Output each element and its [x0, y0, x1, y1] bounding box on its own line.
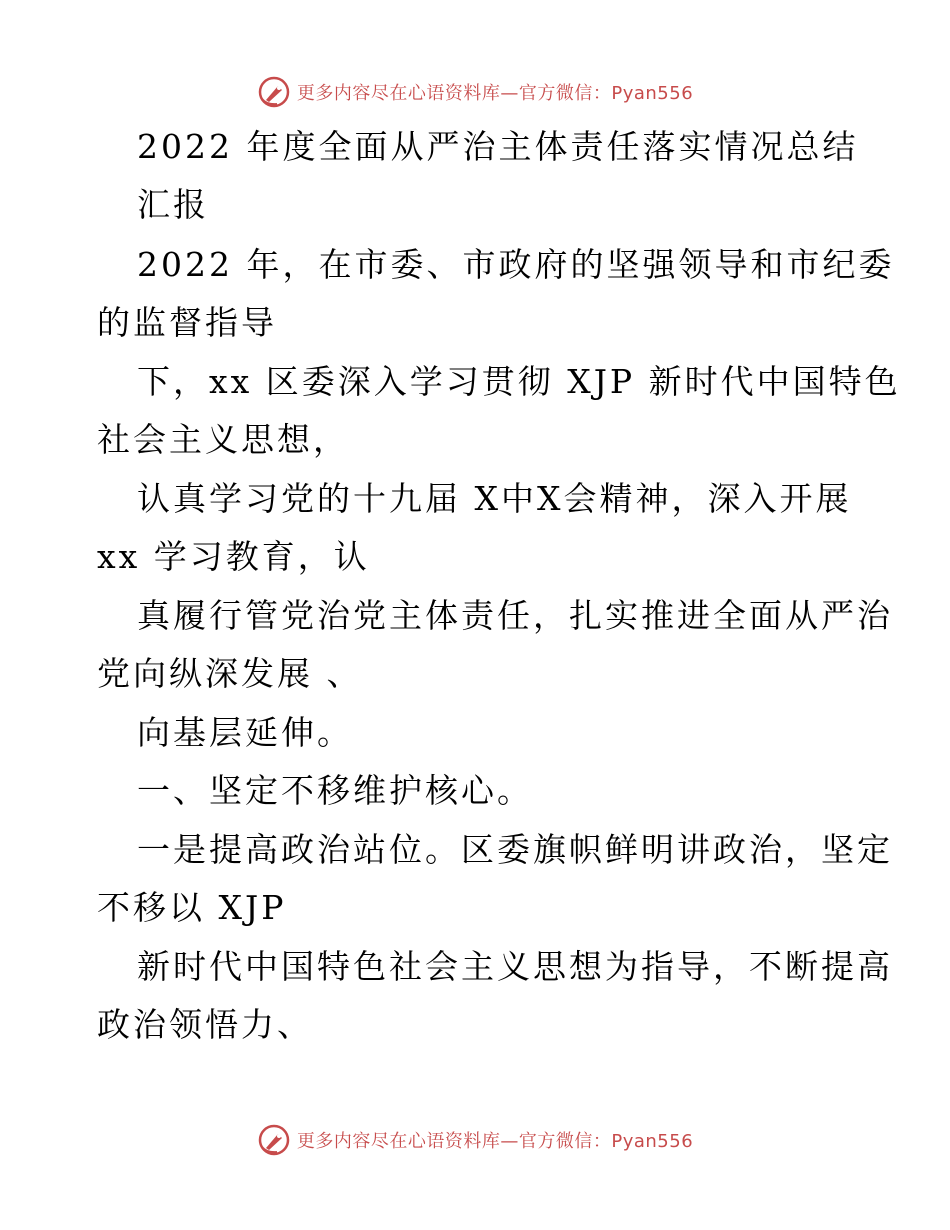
- section-heading: 一、坚定不移维护核心。: [137, 771, 533, 810]
- document-title-line-1: 2022 年度全面从严治主体责任落实情况总结: [137, 127, 859, 166]
- paragraph-line: 一是提高政治站位。区委旗帜鲜明讲政治，坚定: [137, 830, 893, 869]
- paragraph-line: 下，xx 区委深入学习贯彻 XJP 新时代中国特色: [137, 362, 901, 401]
- paragraph-line: 向基层延伸。: [137, 713, 353, 752]
- paragraph-line: 真履行管党治党主体责任，扎实推进全面从严治: [137, 596, 893, 635]
- paragraph-line: 政治领悟力、: [97, 1005, 313, 1044]
- footer-watermark: [0, 1120, 950, 1160]
- paragraph-line: 2022 年，在市委、市政府的坚强领导和市纪委: [137, 245, 895, 284]
- watermark-text: 更多内容尽在心语资料库—官方微信：Pyan556: [296, 83, 694, 104]
- header-watermark: [0, 72, 950, 112]
- paragraph-line: xx 学习教育，认: [97, 537, 370, 576]
- paragraph-line: 不移以 XJP: [97, 888, 287, 927]
- watermark-text: 更多内容尽在心语资料库—官方微信：Pyan556: [296, 1131, 694, 1152]
- paragraph-line: 党向纵深发展 、: [97, 654, 363, 693]
- pen-nib-logo-icon: [257, 1123, 291, 1157]
- paragraph-line: 的监督指导: [97, 303, 277, 342]
- paragraph-line: 认真学习党的十九届 X中X会精神，深入开展: [137, 479, 852, 518]
- document-title-line-2: 汇报: [137, 185, 209, 224]
- paragraph-line: 新时代中国特色社会主义思想为指导，不断提高: [137, 947, 893, 986]
- paragraph-line: 社会主义思想，: [97, 420, 349, 459]
- pen-nib-logo-icon: [257, 75, 291, 109]
